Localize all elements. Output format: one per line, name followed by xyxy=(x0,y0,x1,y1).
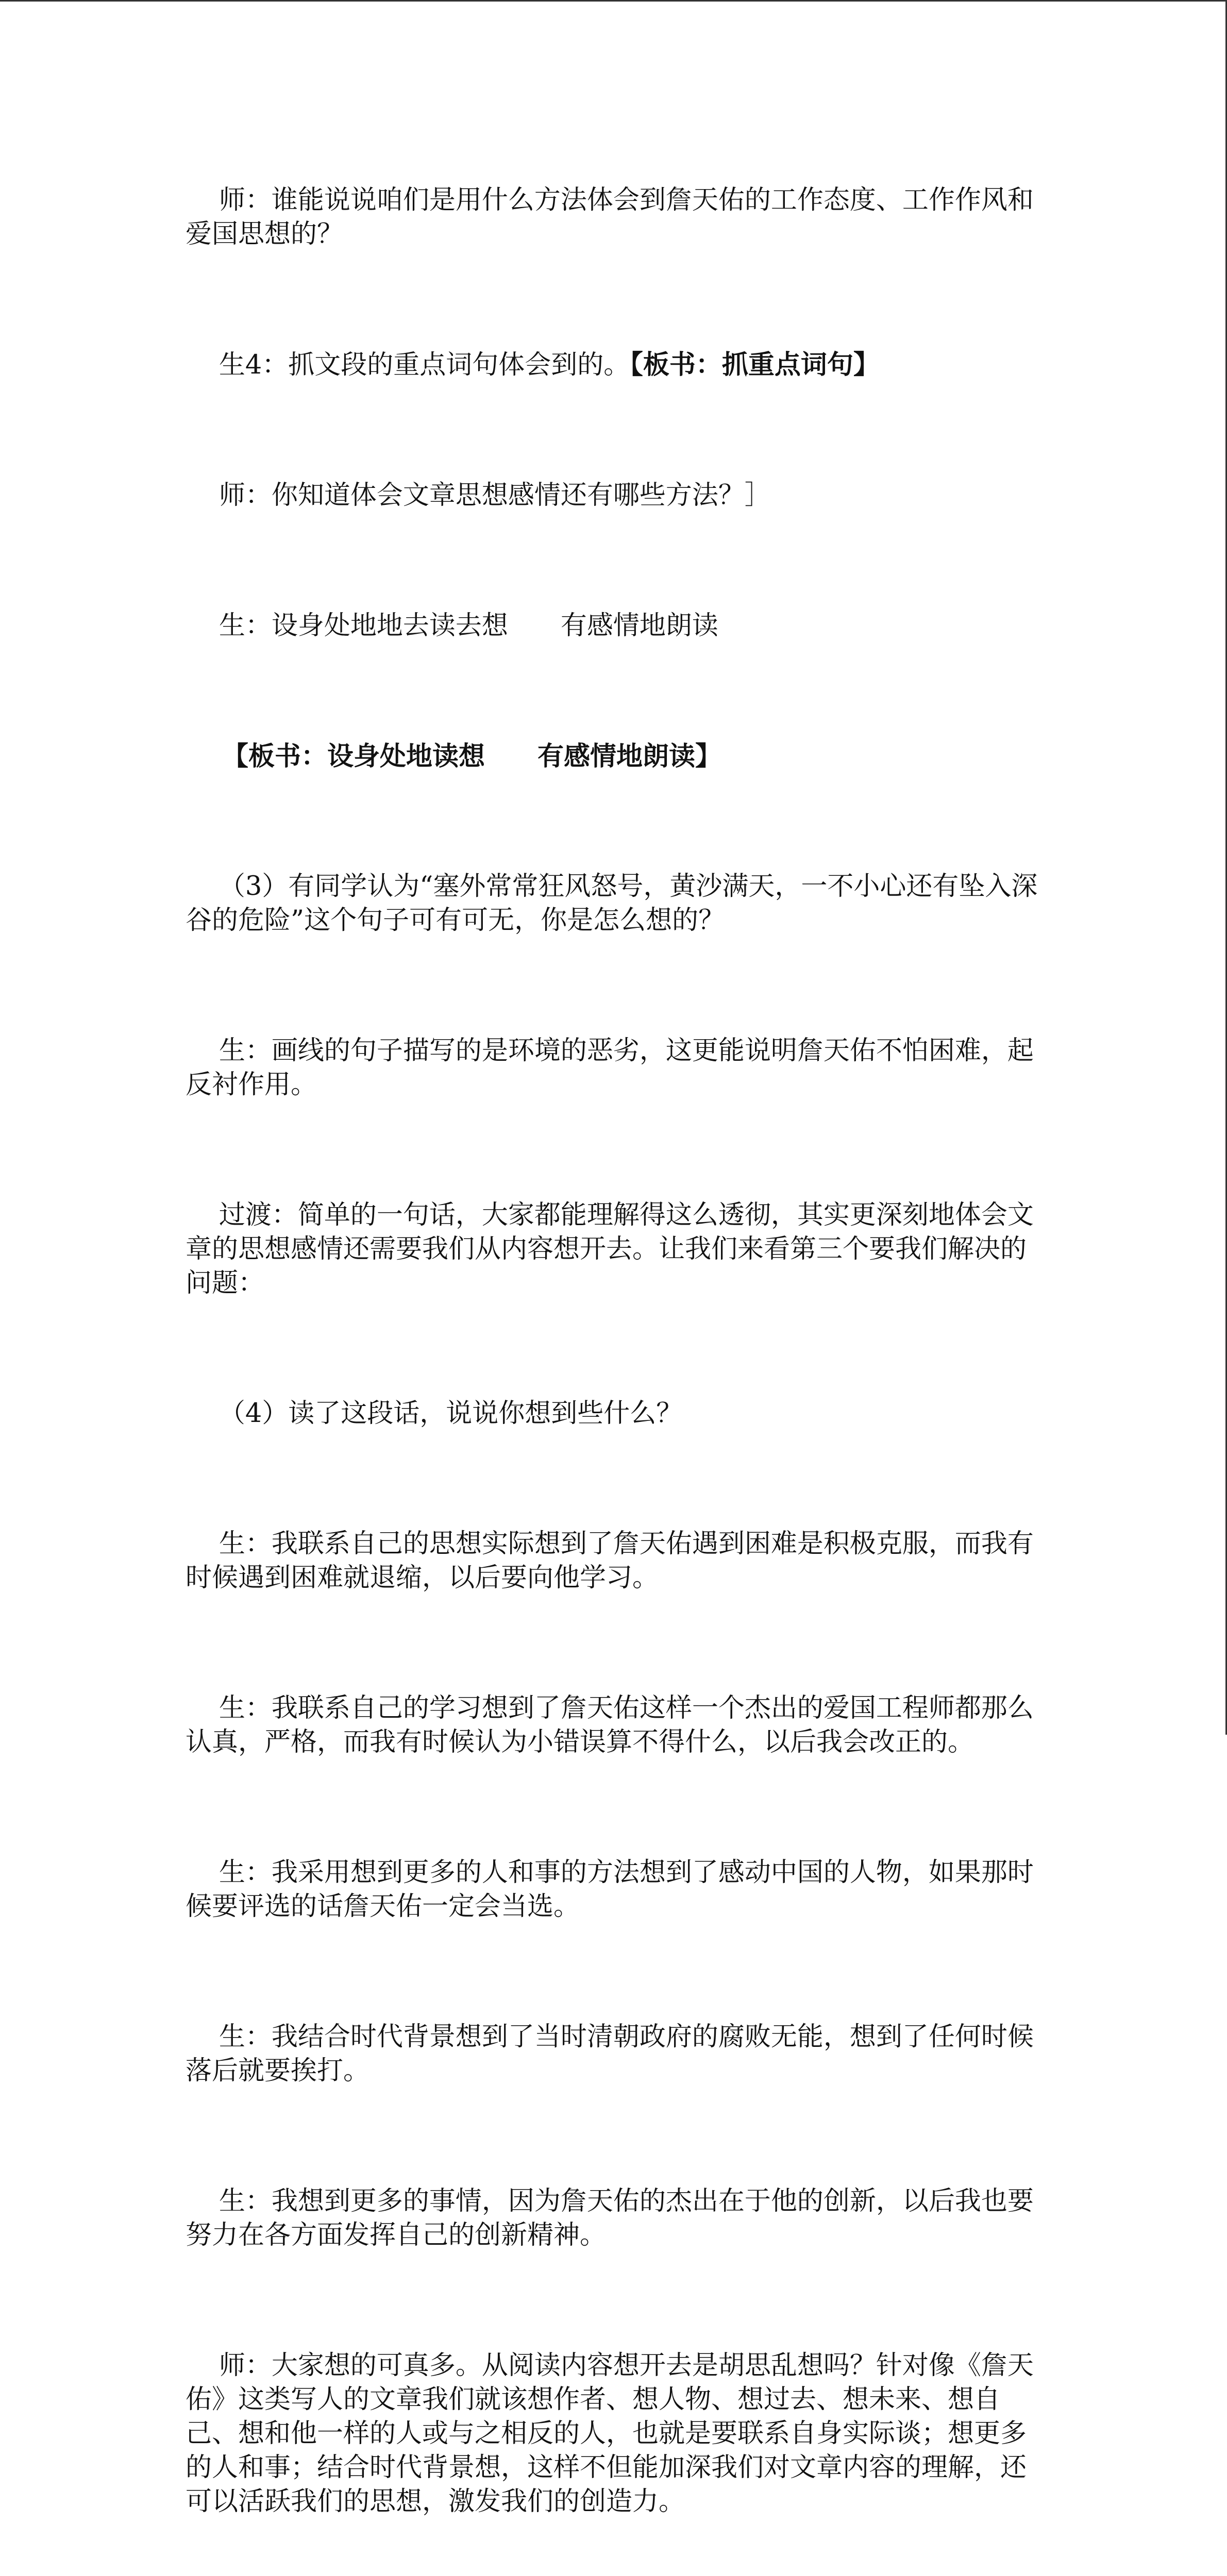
paragraph-student-thought-2 xyxy=(186,1657,1046,1793)
paragraph-student-4-answer xyxy=(186,314,1046,416)
paragraph-teacher-other-methods xyxy=(186,445,1046,547)
paragraph-student-thought-3 xyxy=(186,1822,1046,1958)
paragraph-text: 生4：抓文段的重点词句体会到的。 xyxy=(218,350,630,380)
board-note: 【板书：抓重点词句】 xyxy=(630,349,880,380)
paragraph-text: 生：我联系自己的思想实际想到了詹天佑遇到困难是积极克服，而我有时候遇到困难就退缩，以后要向他学习。 xyxy=(186,1529,1034,1593)
paragraph-text: 生：我结合时代背景想到了当时清朝政府的腐败无能，想到了任何时候落后就要挨打。 xyxy=(186,2022,1034,2086)
paragraph-text: 过渡：简单的一句话，大家都能理解得这么透彻，其实更深刻地体会文章的思想感情还需要我们从内容想开去。让我们来看第三个要我们解决的问题： xyxy=(186,1200,1034,1298)
paragraph-text: （3）有同学认为“塞外常常狂风怒号，黄沙满天，一不小心还有坠入深谷的危险”这个句子可有可无，你是怎么想的？ xyxy=(186,871,1038,936)
paragraph-question-4 xyxy=(186,1363,1046,1465)
paragraph-text: 生：设身处地地去读去想 有感情地朗读 xyxy=(218,611,718,641)
paragraph-text: 生：画线的句子描写的是环境的恶劣，这更能说明詹天佑不怕困难，起反衬作用。 xyxy=(186,1036,1034,1100)
paragraph-transition xyxy=(186,1164,1046,1334)
paragraph-text: 师：谁能说说咱们是用什么方法体会到詹天佑的工作态度、工作作风和爱国思想的？ xyxy=(186,185,1034,249)
paragraph-teacher-question-methods xyxy=(186,149,1046,285)
paragraph-text: 生：我联系自己的学习想到了詹天佑这样一个杰出的爱国工程师都那么认真，严格，而我有时候认为小错误算不得什么，以后我会改正的。 xyxy=(186,1693,1034,1757)
paragraph-text: （4）读了这段话，说说你想到些什么？ xyxy=(218,1398,683,1429)
paragraph-board-note xyxy=(186,705,1046,807)
document-body xyxy=(186,149,1046,2576)
paragraph-text: 师：大家想的可真多。从阅读内容想开去是胡思乱想吗？针对像《詹天佑》这类写人的文章我们就该想作者、想人物、想过去、想未来、想自己、想和他一样的人或与之相反的人，也就是要联系自身实际谈；想更多的人和事；结合时代背景想，这样不但能加深我们对文章内容的理解，还可以活跃我们的思想，激发我们的创造力。 xyxy=(186,2350,1034,2517)
paragraph-student-thought-1 xyxy=(186,1493,1046,1629)
paragraph-text: 生：我采用想到更多的人和事的方法想到了感动中国的人物，如果那时候要评选的话詹天佑一定会当选。 xyxy=(186,1857,1034,1922)
paragraph-text: 生：我想到更多的事情，因为詹天佑的杰出在于他的创新，以后我也要努力在各方面发挥自己的创新精神。 xyxy=(186,2186,1034,2250)
paragraph-teacher-summary xyxy=(186,2315,1046,2553)
paragraph-text: 师：你知道体会文章思想感情还有哪些方法？］ xyxy=(218,480,771,511)
paragraph-student-methods xyxy=(186,575,1046,677)
board-note: 【板书：设身处地读想 有感情地朗读】 xyxy=(222,741,722,772)
paragraph-student-thought-4 xyxy=(186,1986,1046,2122)
paragraph-student-contrast xyxy=(186,1000,1046,1136)
paragraph-question-3 xyxy=(186,836,1046,972)
page-top-border xyxy=(0,0,1227,2)
paragraph-student-thought-5 xyxy=(186,2150,1046,2286)
